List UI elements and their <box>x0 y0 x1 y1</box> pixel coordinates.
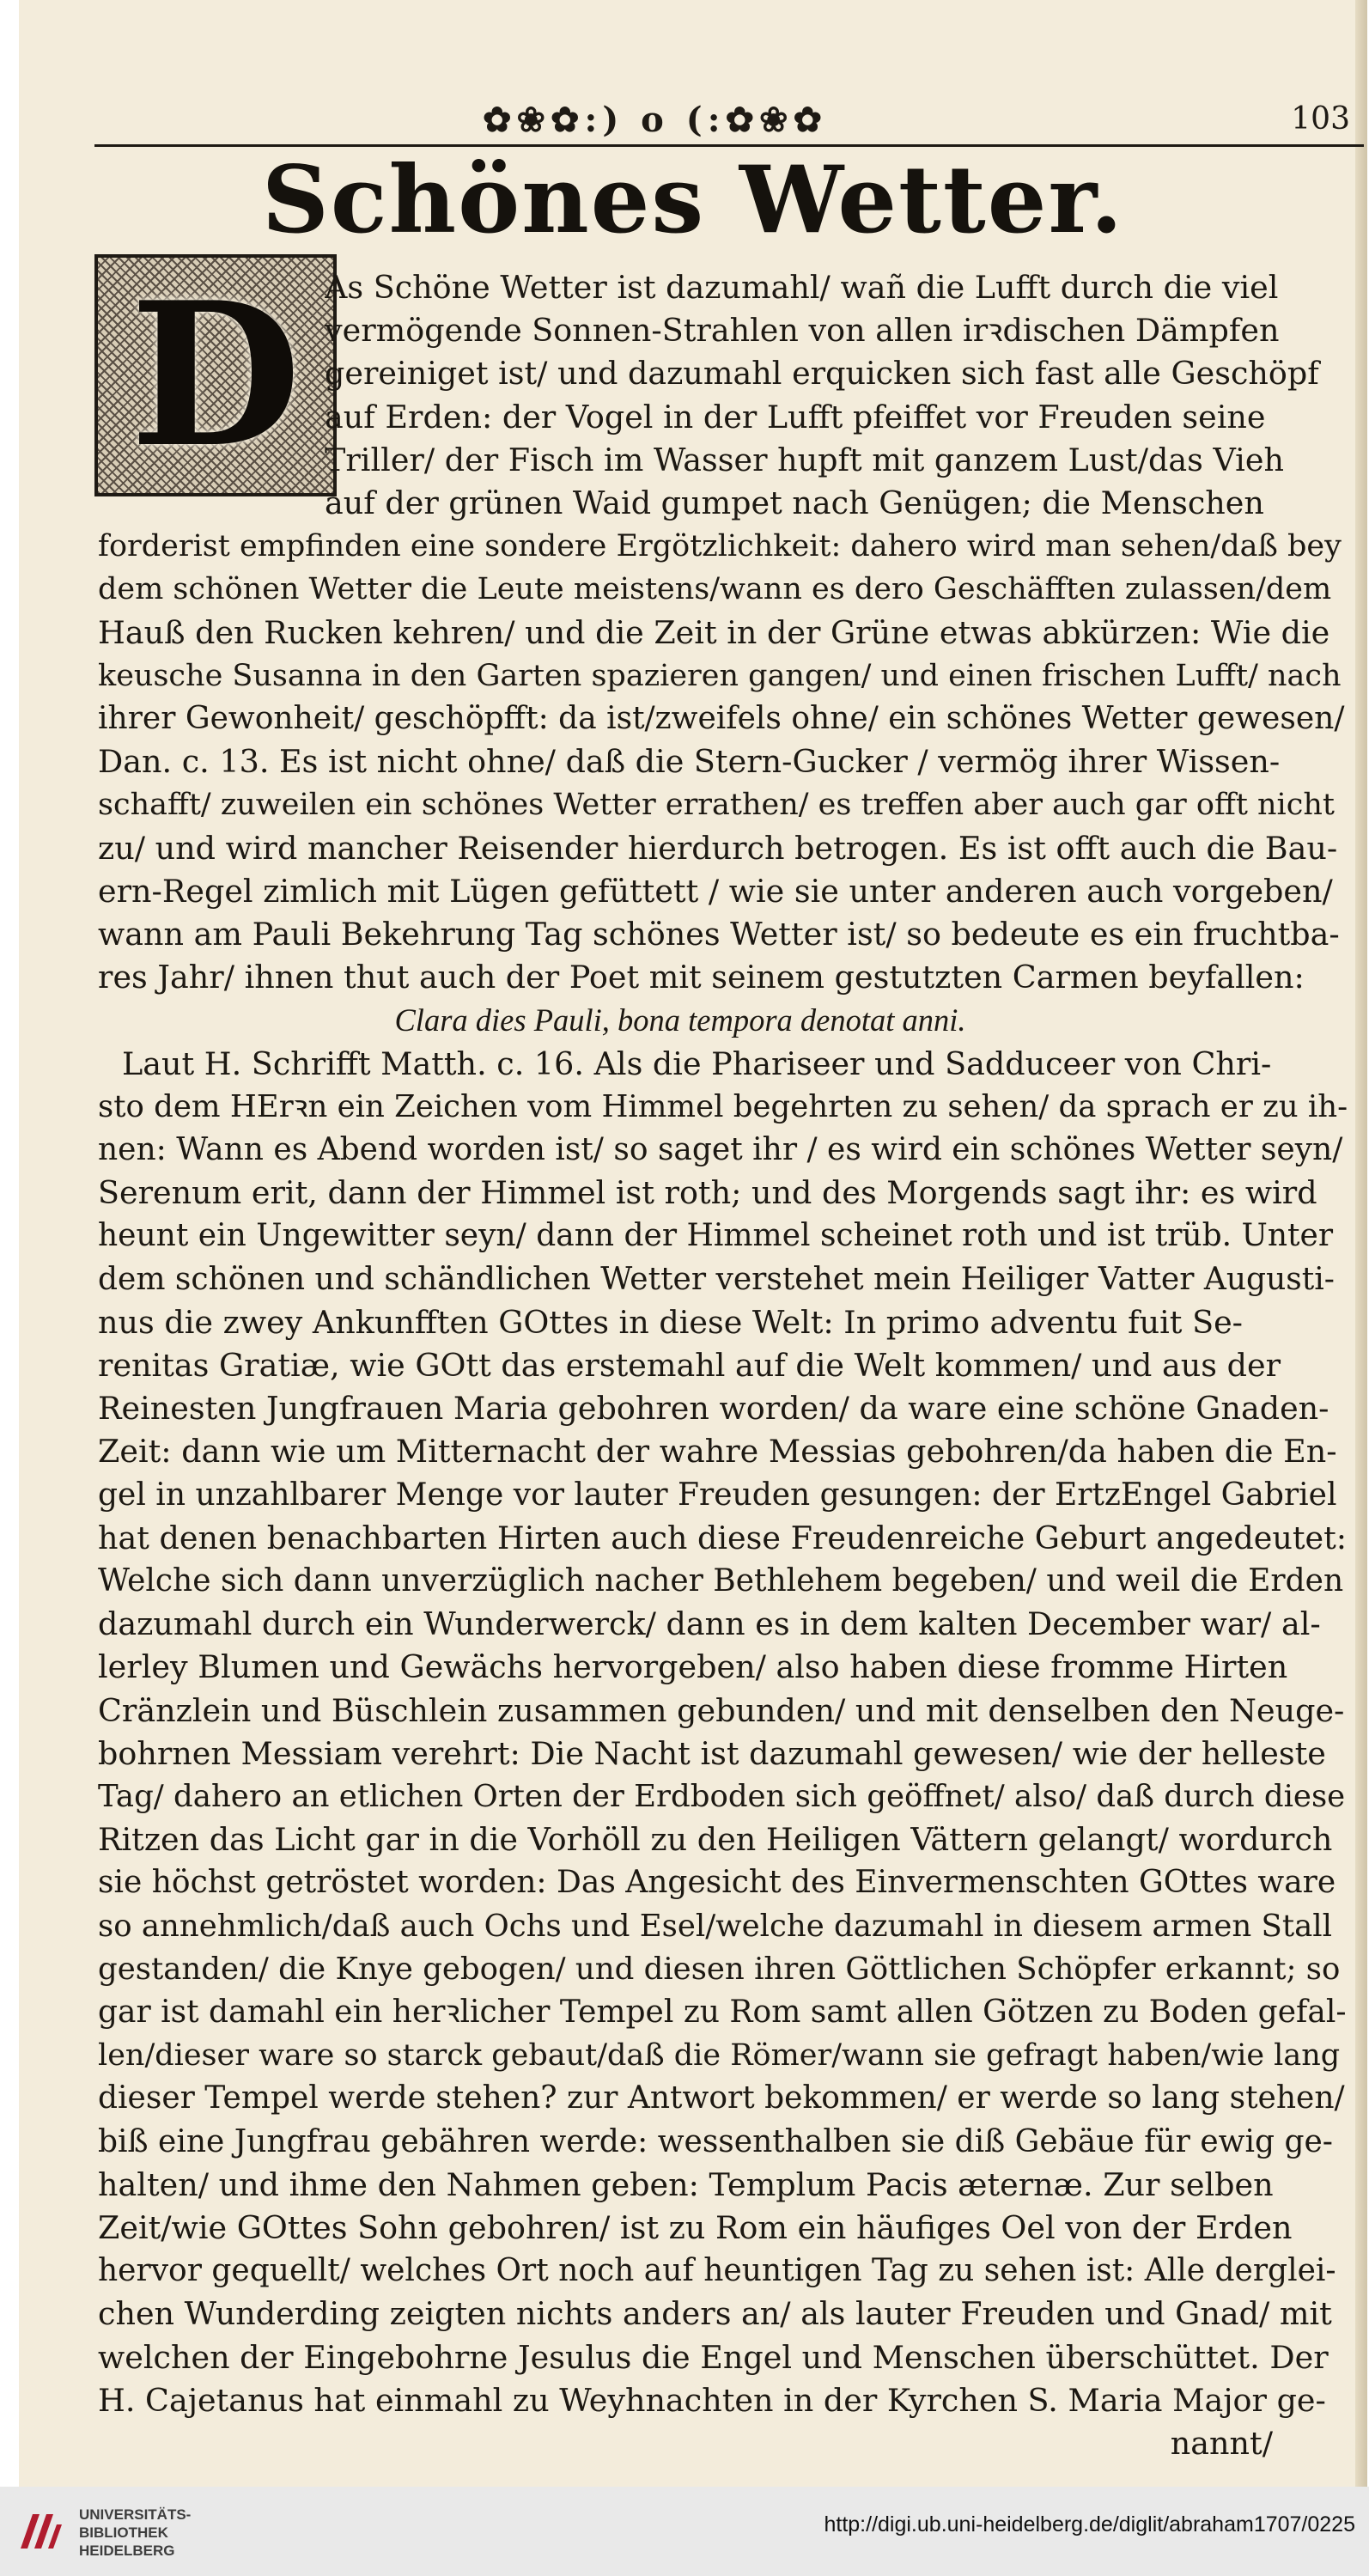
text-line: schafft/ zuweilen ein schönes Wetter errathen/ es treffen aber auch gar offt nicht <box>98 788 1335 823</box>
text-line: wann am Pauli Bekehrung Tag schönes Wetter ist/ so bedeute es ein fruchtba- <box>98 916 1340 953</box>
text-line: so annehmlich/daß auch Ochs und Esel/welche dazumahl in diesem armen Stall <box>98 1908 1332 1944</box>
text-line: chen Wunderding zeigten nichts anders an/ als lauter Freuden und Gnad/ mit <box>98 2295 1332 2333</box>
text-line: keusche Susanna in den Garten spazieren gangen/ und einen frischen Lufft/ nach <box>98 658 1342 693</box>
text-line: Hauß den Rucken kehren/ und die Zeit in der Grüne etwas abkürzen: Wie die <box>98 613 1330 651</box>
library-name-line-1: UNIVERSITÄTS- <box>79 2506 192 2523</box>
text-line: lerley Blumen und Gewächs hervorgeben/ also haben diese fromme Hirten <box>98 1648 1288 1686</box>
text-line: dazumahl durch ein Wunderwerck/ dann es in dem kalten December war/ al- <box>98 1605 1321 1643</box>
decorated-initial <box>94 254 337 496</box>
running-head <box>19 93 1367 144</box>
text-line: auf Erden: der Vogel in der Lufft pfeiffet vor Freuden seine <box>325 398 1266 435</box>
book-page <box>19 0 1367 2487</box>
text-line: dem schönen und schändlichen Wetter verstehet mein Heiliger Vatter Augusti- <box>98 1261 1335 1297</box>
text-line: gar ist damahl ein herꝛlicher Tempel zu Rom samt allen Götzen zu Boden gefal- <box>98 1994 1347 2030</box>
text-line: welchen der Eingebohrne Jesulus die Engel und Menschen überschüttet. Der <box>98 2338 1329 2376</box>
text-line: hat denen benachbarten Hirten auch diese Freudenreiche Geburt angedeutet: <box>98 1519 1348 1556</box>
text-line: nen: Wann es Abend worden ist/ so saget ihr / es wird ein schönes Wetter seyn/ <box>98 1132 1343 1167</box>
text-line: dem schönen Wetter die Leute meistens/wann es dero Geschäfften zulassen/dem <box>98 572 1332 607</box>
library-name <box>79 2506 191 2560</box>
text-line: Ritzen das Licht gar in die Vorhöll zu den Heiligen Vättern gelangt/ wordurch <box>98 1821 1333 1859</box>
text-line: hervor gequellt/ welches Ort noch auf heuntigen Tag zu sehen ist: Alle derglei- <box>98 2253 1336 2289</box>
text-line: As Schöne Wetter ist dazumahl/ wañ die Lufft durch die viel <box>325 269 1279 306</box>
text-line: heunt ein Ungewitter seyn/ dann der Himmel scheinet roth und ist trüb. Unter <box>98 1218 1334 1254</box>
initial-letter: D <box>130 259 301 491</box>
text-line: dieser Tempel werde stehen? zur Antwort bekommen/ er werde so lang stehen/ <box>98 2080 1345 2116</box>
text-line: Reinesten Jungfrauen Maria gebohren worden/ da ware eine schöne Gnaden- <box>98 1390 1329 1428</box>
text-line: ern-Regel zimlich mit Lügen gefüttett / wie sie unter anderen auch vorgeben/ <box>98 872 1333 910</box>
text-line: auf der grünen Waid gumpet nach Genügen; die Menschen <box>325 484 1264 521</box>
text-line: nus die zwey Ankunfften GOttes in diese Welt: In primo adventu fuit Se- <box>98 1303 1244 1341</box>
latin-verse-line: Clara dies Pauli, bona tempora denotat anni. <box>394 1002 966 1038</box>
text-line: Zeit: dann wie um Mitternacht der wahre Messias gebohren/da haben die En- <box>98 1433 1337 1471</box>
text-line: ihrer Gewonheit/ geschöpfft: da ist/zweifels ohne/ ein schönes Wetter gewesen/ <box>98 701 1345 736</box>
university-logo-icon <box>14 2504 69 2559</box>
text-line: nannt/ <box>1170 2425 1273 2462</box>
text-line: res Jahr/ ihnen thut auch der Poet mit seinem gestutzten Carmen beyfallen: <box>98 959 1305 996</box>
text-line: vermögende Sonnen-Strahlen von allen irꝛdischen Dämpfen <box>325 312 1280 350</box>
text-line: Cränzlein und Büschlein zusammen gebunden/ und mit denselben den Neuge- <box>98 1691 1345 1729</box>
text-line: Serenum erit, dann der Himmel ist roth; und des Morgends sagt ihr: es wird <box>98 1174 1317 1212</box>
library-name-line-3: HEIDELBERG <box>79 2543 175 2559</box>
text-line: biß eine Jungfrau gebähren werde: wessenthalben sie diß Gebäue für ewig ge- <box>98 2123 1333 2159</box>
text-line: len/dieser ware so starck gebaut/daß die Römer/wann sie gefragt haben/wie lang <box>98 2038 1341 2074</box>
text-line: Dan. c. 13. Es ist nicht ohne/ daß die Stern-Gucker / vermög ihrer Wissen- <box>98 743 1281 781</box>
text-line: Laut H. Schrifft Matth. c. 16. Als die Phariseer und Sadduceer von Chri- <box>122 1044 1272 1082</box>
text-line: gestanden/ die Knye gebogen/ und diesen ihren Göttlichen Schöpfer erkannt; so <box>98 1951 1341 1987</box>
text-line: gereiniget ist/ und dazumahl erquicken sich fast alle Geschöpf <box>325 355 1319 393</box>
text-line: gel in unzahlbarer Menge vor lauter Freuden gesungen: der ErtzEngel Gabriel <box>98 1477 1337 1513</box>
text-line: H. Cajetanus hat einmahl zu Weyhnachten in der Kyrchen S. Maria Major ge- <box>98 2381 1326 2419</box>
text-line: Tag/ dahero an etlichen Orten der Erdboden sich geöffnet/ also/ daß durch diese <box>98 1779 1346 1814</box>
library-name-line-2: BIBLIOTHEK <box>79 2524 168 2541</box>
page-edge <box>1355 0 1367 2487</box>
text-line: sto dem HErꝛn ein Zeichen vom Himmel begehrten zu sehen/ da sprach er zu ih- <box>98 1088 1348 1124</box>
header-ornament: ✿❀✿:) o (:✿❀✿ <box>483 100 828 140</box>
text-line: halten/ und ihme den Nahmen geben: Templum Pacis æternæ. Zur selben <box>98 2165 1274 2203</box>
text-line: forderist empfinden eine sondere Ergötzlichkeit: dahero wird man sehen/daß bey <box>98 529 1342 564</box>
page-number: 103 <box>1291 101 1350 137</box>
footer-bar <box>0 2487 1369 2576</box>
text-line: Welche sich dann unverzüglich nacher Bethlehem begeben/ und weil die Erden <box>98 1563 1344 1599</box>
text-line: Triller/ der Fisch im Wasser hupft mit ganzem Lust/das Vieh <box>325 441 1284 478</box>
text-line: Zeit/wie GOttes Sohn gebohren/ ist zu Rom ein häufiges Oel von der Erden <box>98 2209 1293 2246</box>
text-line: renitas Gratiæ, wie GOtt das erstemahl auf die Welt kommen/ und aus der <box>98 1347 1281 1384</box>
text-line: sie höchst getröstet worden: Das Angesicht des Einvermenschten GOttes ware <box>98 1865 1336 1901</box>
text-line: bohrnen Messiam verehrt: Die Nacht ist dazumahl gewesen/ wie der helleste <box>98 1734 1326 1772</box>
text-line: zu/ und wird mancher Reisender hierdurch betrogen. Es ist offt auch die Bau- <box>98 829 1338 867</box>
page-title: Schönes Wetter. <box>261 146 1125 254</box>
source-url[interactable]: http://digi.ub.uni-heidelberg.de/diglit/abraham1707/0225 <box>824 2512 1355 2536</box>
